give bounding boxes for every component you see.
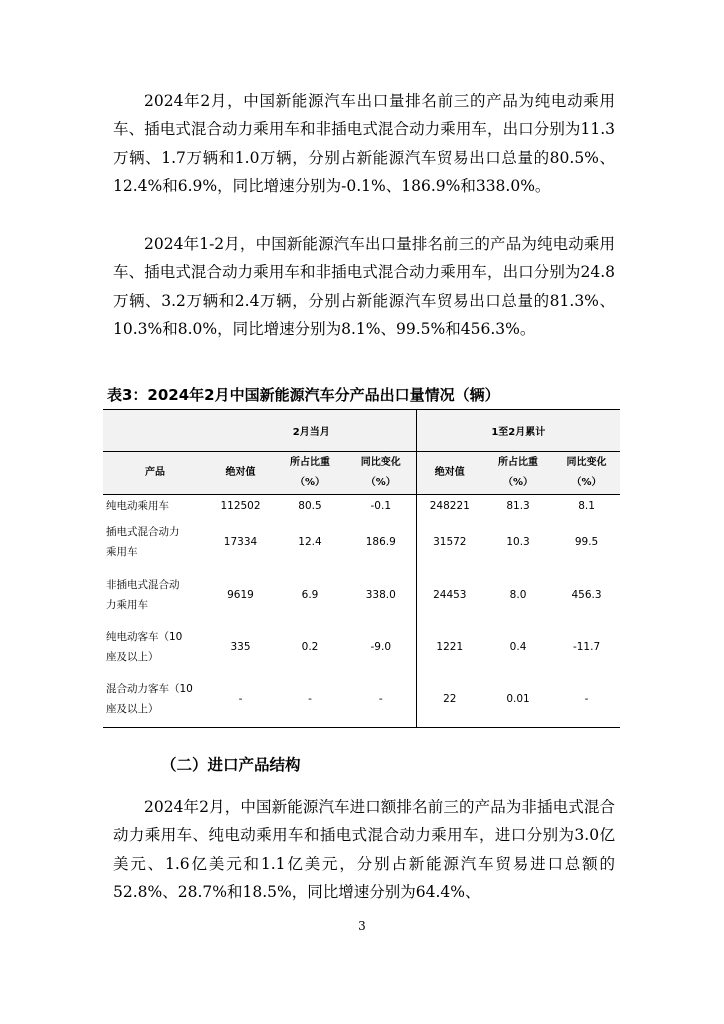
row-product-name: 插电式混合动力 乘用车 bbox=[106, 526, 180, 558]
header-ytd-abs: 绝对值 bbox=[416, 452, 483, 495]
cell-feb-yoy: - bbox=[346, 671, 416, 728]
table-header-columns bbox=[103, 452, 620, 495]
cell-feb-abs: 335 bbox=[230, 640, 251, 653]
table-header-groups bbox=[103, 410, 620, 452]
cell-ytd-yoy: -11.7 bbox=[572, 640, 601, 653]
paragraph-jan-feb-export: 2024年1-2月，中国新能源汽车出口量排名前三的产品为纯电动乘用车、插电式混合动力乘用车和非插电式混合动力乘用车，出口分别为24.8万辆、3.2万辆和2.4万辆，分别占新能源汽车贸易出口总量的81.3%、10.3%和8.0%，同比增速分别为8.1%、99.5%和456.3%。 bbox=[113, 235, 615, 339]
cell-ytd-share: 0.4 bbox=[509, 640, 527, 653]
cell-ytd-abs: 248221 bbox=[429, 500, 470, 512]
table-row bbox=[103, 671, 620, 728]
cell-ytd-share: 81.3 bbox=[506, 500, 530, 512]
cell-feb-yoy: -9.0 bbox=[346, 622, 416, 671]
header-product: 产品 bbox=[103, 452, 207, 495]
cell-ytd-abs: 31572 bbox=[433, 536, 467, 548]
header-blank bbox=[103, 410, 207, 452]
cell-ytd-share: 8.0 bbox=[509, 588, 527, 601]
cell-feb-yoy: -0.1 bbox=[346, 495, 416, 518]
row-product-name: 混合动力客车（10 座及以上） bbox=[106, 683, 193, 715]
export-by-product-table bbox=[103, 409, 620, 728]
row-product-name: 纯电动客车（10 座及以上） bbox=[106, 630, 183, 663]
header-ytd-group: 1至2月累计 bbox=[416, 410, 620, 452]
cell-feb-yoy: 186.9 bbox=[346, 517, 416, 567]
header-feb-yoy: 同比变化 （%） bbox=[346, 452, 416, 495]
cell-feb-abs: - bbox=[238, 693, 243, 705]
cell-ytd-share: 0.01 bbox=[506, 693, 530, 705]
cell-feb-share: 0.2 bbox=[301, 640, 319, 653]
table-caption: 表3：2024年2月中国新能源汽车分产品出口量情况（辆） bbox=[107, 386, 500, 404]
header-ytd-share: 所占比重 （%） bbox=[483, 452, 553, 495]
cell-ytd-yoy: - bbox=[584, 693, 589, 705]
table-row bbox=[103, 567, 620, 622]
header-ytd-yoy: 同比变化 （%） bbox=[553, 452, 620, 495]
table-row bbox=[103, 495, 620, 518]
cell-ytd-abs: 24453 bbox=[433, 588, 467, 601]
section-heading-import: （二）进口产品结构 bbox=[161, 756, 301, 774]
table-row bbox=[103, 622, 620, 671]
cell-feb-share: - bbox=[308, 693, 312, 705]
cell-ytd-share: 10.3 bbox=[506, 536, 530, 548]
row-product-name: 非插电式混合动 力乘用车 bbox=[106, 578, 180, 611]
cell-ytd-yoy: 8.1 bbox=[578, 500, 595, 512]
page-number: 3 bbox=[358, 919, 366, 933]
paragraph-feb-export: 2024年2月，中国新能源汽车出口量排名前三的产品为纯电动乘用车、插电式混合动力乘用车和非插电式混合动力乘用车，出口分别为11.3万辆、1.7万辆和1.0万辆，分别占新能源汽车贸易出口总量的80.5%、12.4%和6.9%，同比增速分别为-0.1%、186.9%和338.0%。 bbox=[113, 92, 615, 196]
cell-feb-share: 80.5 bbox=[298, 500, 322, 512]
cell-feb-share: 12.4 bbox=[298, 536, 322, 548]
cell-ytd-abs: 22 bbox=[443, 693, 457, 705]
paragraph-feb-import: 2024年2月，中国新能源汽车进口额排名前三的产品为非插电式混合动力乘用车、纯电动乘用车和插电式混合动力乘用车，进口分别为3.0亿美元、1.6亿美元和1.1亿美元，分别占新能源汽车贸易进口总额的52.8%、28.7%和18.5%，同比增速分别为64.4%、 bbox=[113, 798, 615, 902]
cell-ytd-yoy: 99.5 bbox=[574, 536, 599, 548]
cell-feb-yoy: 338.0 bbox=[346, 567, 416, 622]
cell-ytd-abs: 1221 bbox=[436, 640, 464, 653]
cell-feb-abs: 17334 bbox=[223, 536, 258, 548]
cell-ytd-yoy: 456.3 bbox=[571, 588, 602, 601]
header-feb-share: 所占比重 （%） bbox=[274, 452, 346, 495]
cell-feb-abs: 112502 bbox=[220, 500, 261, 512]
row-product-name: 纯电动乘用车 bbox=[106, 500, 169, 512]
header-feb-abs: 绝对值 bbox=[207, 452, 274, 495]
table-row bbox=[103, 517, 620, 567]
cell-feb-share: 6.9 bbox=[301, 588, 319, 601]
cell-feb-abs: 9619 bbox=[227, 588, 254, 601]
header-feb-group: 2月当月 bbox=[207, 410, 416, 452]
